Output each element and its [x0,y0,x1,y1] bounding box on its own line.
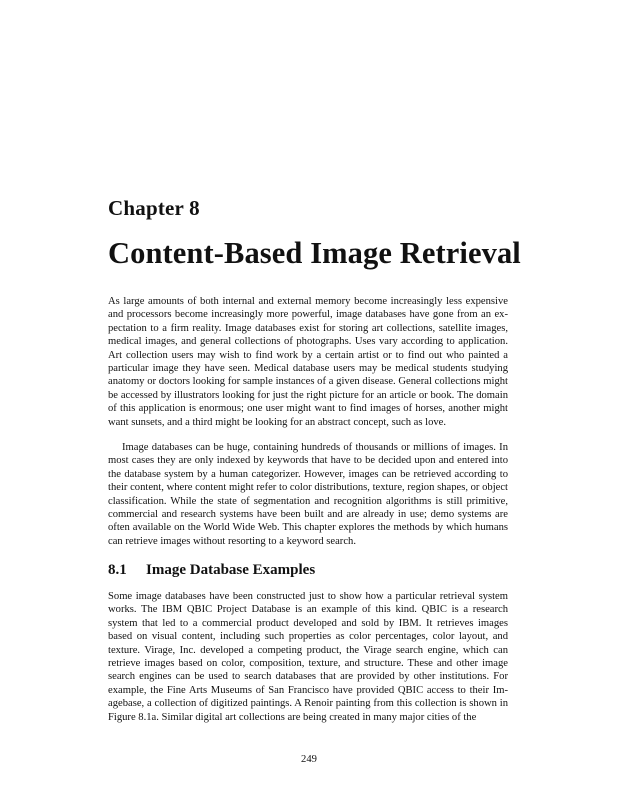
intro-paragraph: As large amounts of both internal and external memory become increasingly less expensive and processors become increasingly more powerful, image databases have gone from an expectation to a firm reality. Image databases exist for storing art collections, satellite images, medical images, and general collections of photographs. Uses vary according to application. Art collection users may wish to find work by a certain artist or to find out who painted a particular image they have seen. Medical database users may be medical students studying anatomy or doctors looking for sample instances of a given disease. General collections might be accessed by illustrators looking for just the right picture for an article or book. The domain of this application is enormous; one user might want to find images of horses, another might want sunsets, and a third might be looking for an abstract concept, such as love. [108,296,508,428]
section-paragraph: Some image databases have been constructed just to show how a particular retrieval system works. The IBM QBIC Project Database is an example of this kind. QBIC is a research system that led to a commercial product developed and sold by IBM. It retrieves images based on visual content, including such properties as color percentages, color layout, and texture. Virage, Inc. developed a competing product, the Virage search engine, which can retrieve images based on color, composition, texture, and structure. These and other image search engines can be used to search databases that are provided by other institutions. For example, the Fine Arts Museums of San Francisco have provided QBIC access to their Imagebase, a collection of digitized paintings. A Renoir painting from this collection is shown in Figure 8.1a. Similar digital art collections are being created in many major cities of the [108,591,508,723]
chapter-title: Content-Based Image Retrieval [108,236,521,270]
page-number: 249 [301,754,317,765]
second-paragraph: Image databases can be huge, containing hundreds of thousands or millions of images. In most cases they are only indexed by keywords that have to be decided upon and entered into the database system by a human categorizer. However, images can be retrieved according to their content, where content might refer to color distributions, texture, region shapes, or object classification. While the state of segmentation and recognition algorithms is still primitive, commercial and research systems have been built and are already in use; demo systems are often available on the World Wide Web. This chapter explores the methods by which humans can retrieve images without resorting to a keyword search. [108,442,508,547]
section-title: Image Database Examples [146,562,316,578]
section-number: 8.1 [108,562,127,578]
chapter-label: Chapter 8 [108,196,200,220]
section-heading [108,562,315,579]
